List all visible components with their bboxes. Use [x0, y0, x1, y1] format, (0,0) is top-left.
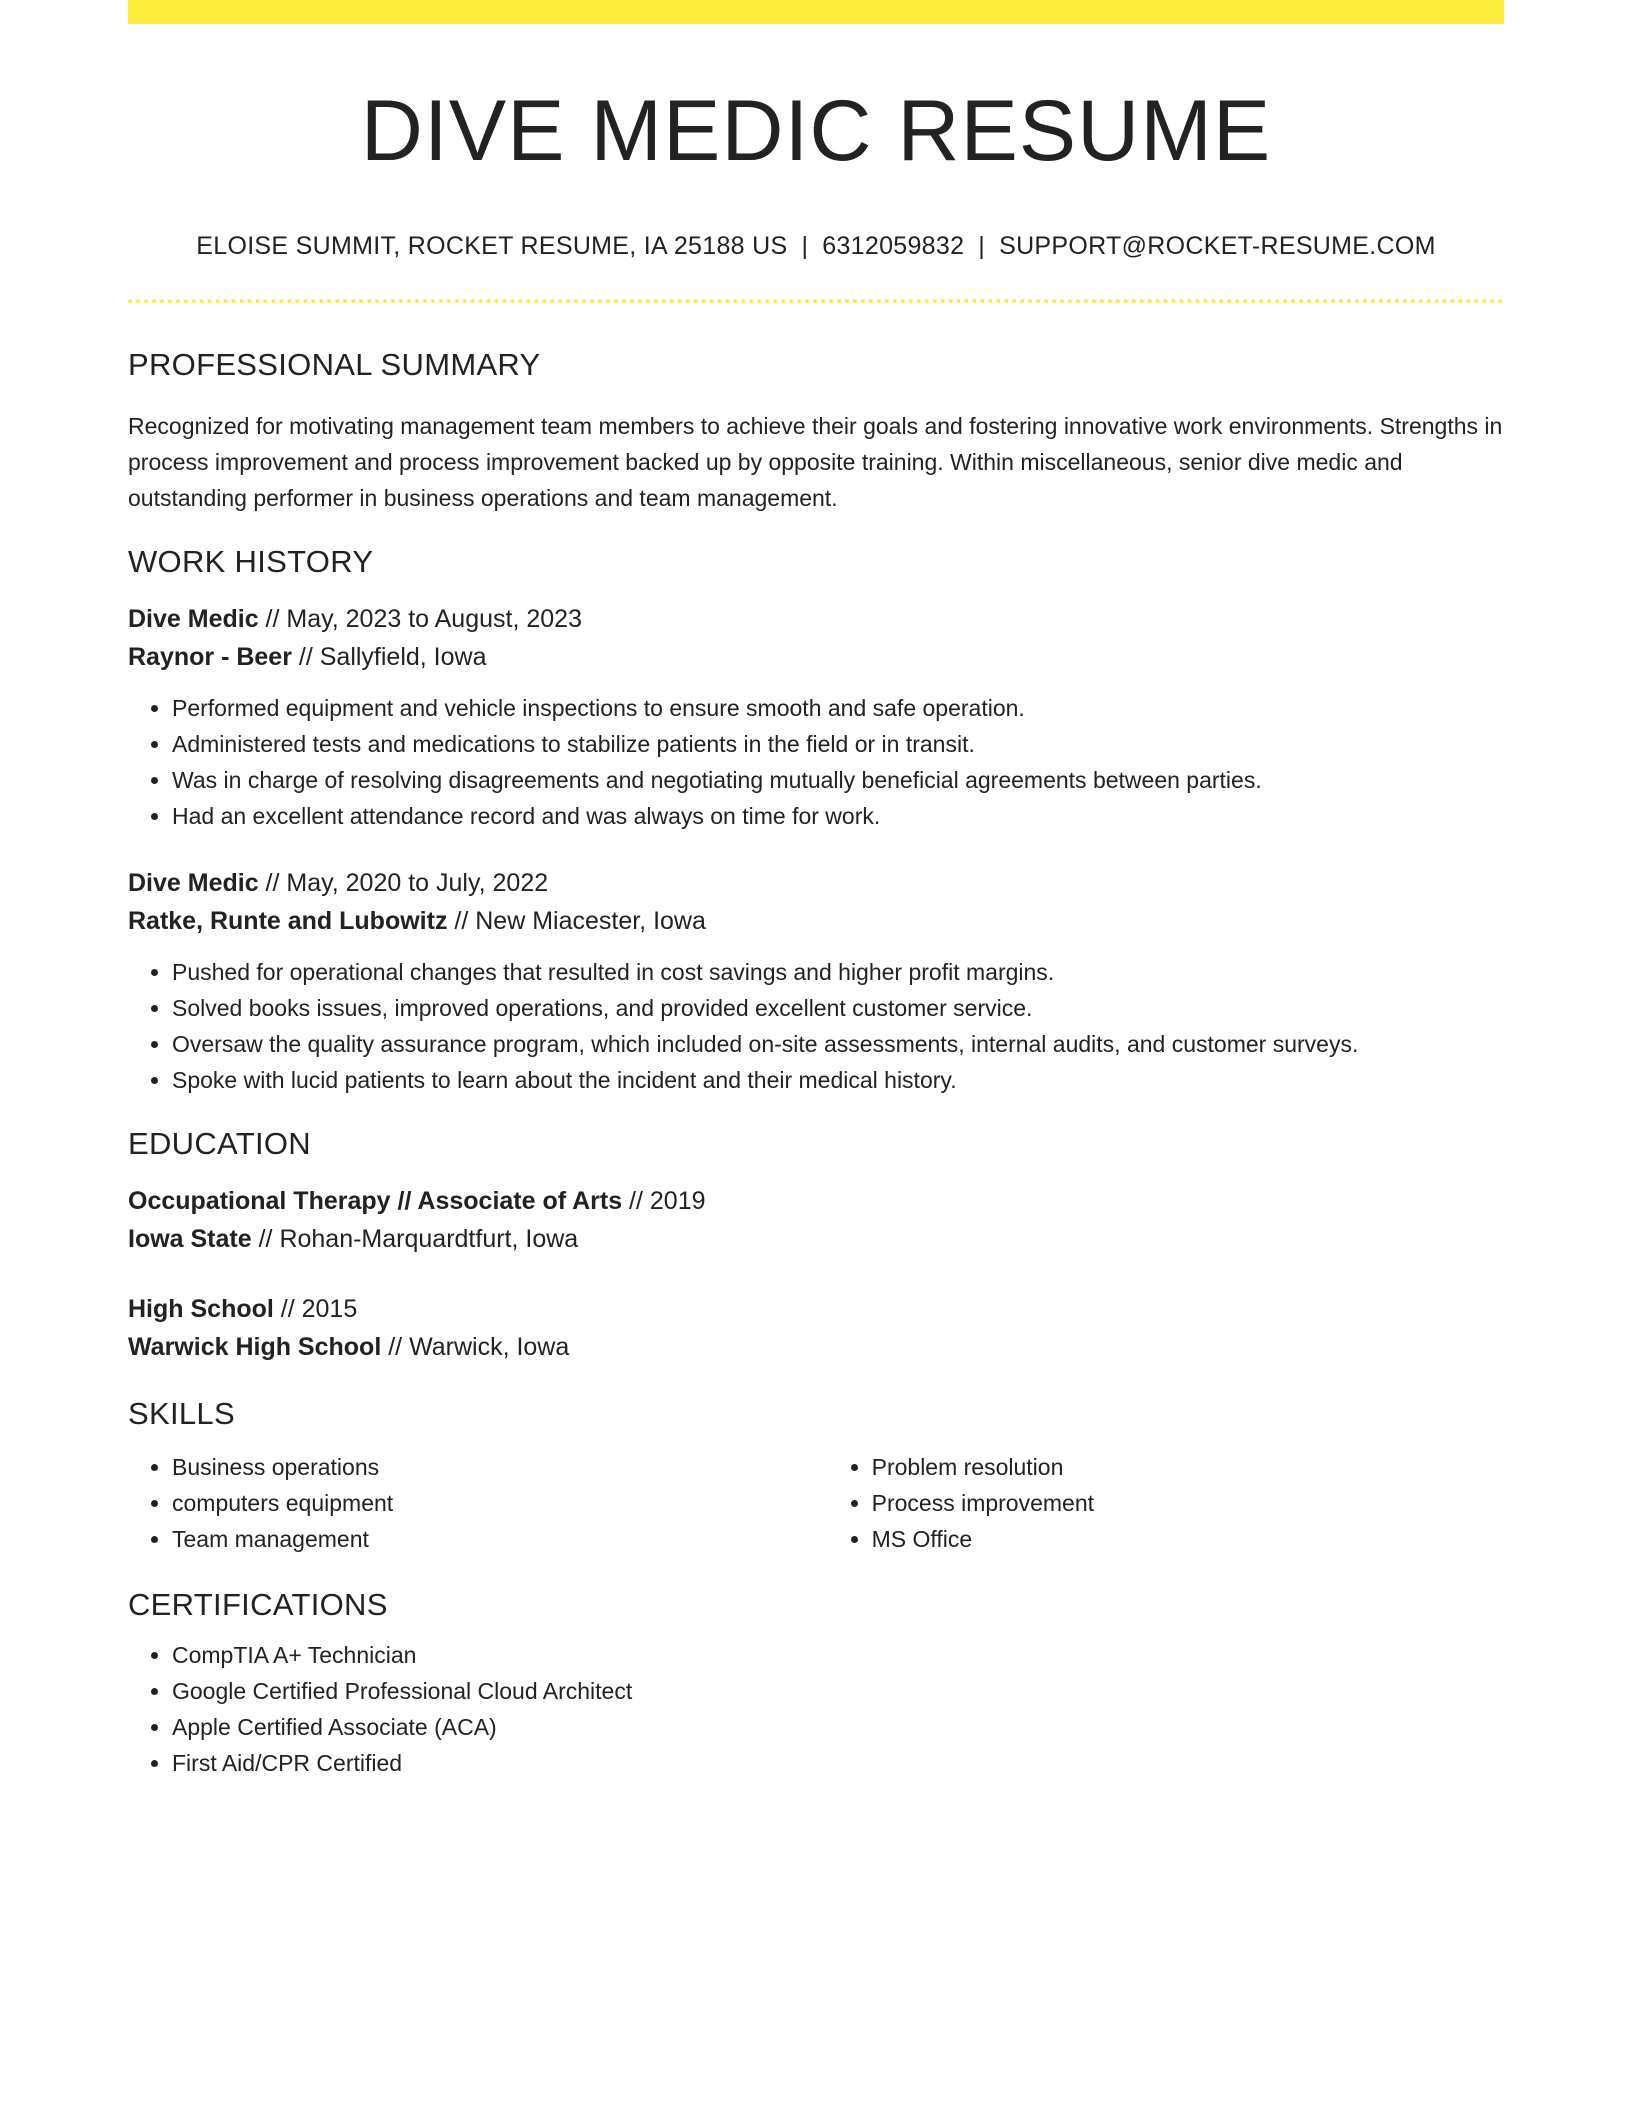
list-item: • Spoke with lucid patients to learn about the incident and their medical history. [172, 1062, 1504, 1098]
education-degree-line [128, 1182, 1504, 1220]
education-school: Iowa State [128, 1224, 252, 1253]
job-dates: // May, 2023 to August, 2023 [258, 604, 582, 633]
education-location: // Rohan-Marquardtfurt, Iowa [251, 1224, 579, 1253]
list-item: • Was in charge of resolving disagreements and negotiating mutually beneficial agreements between parties. [172, 762, 1504, 798]
list-item: • Oversaw the quality assurance program, which included on-site assessments, internal audits, and customer surveys. [172, 1026, 1504, 1062]
education-year: // 2015 [273, 1294, 358, 1323]
list-item: • Google Certified Professional Cloud Architect [172, 1673, 1504, 1709]
job-dates: // May, 2020 to July, 2022 [258, 868, 549, 897]
job-entry [128, 864, 1504, 1098]
list-item: • First Aid/CPR Certified [172, 1745, 1504, 1781]
job-location: // Sallyfield, Iowa [291, 642, 487, 671]
list-item: • MS Office [872, 1521, 1504, 1557]
job-title: Dive Medic [128, 868, 259, 897]
list-item: • Problem resolution [872, 1449, 1504, 1485]
list-item: • Administered tests and medications to stabilize patients in the field or in transit. [172, 726, 1504, 762]
contact-address: ELOISE SUMMIT, ROCKET RESUME, IA 25188 US [196, 231, 788, 260]
job-role-line [128, 600, 1504, 638]
resume-page [128, 0, 1504, 1781]
education-school-line [128, 1328, 1504, 1366]
list-item: • Team management [172, 1521, 828, 1557]
work-history-heading: WORK HISTORY [128, 544, 374, 580]
job-bullets [128, 954, 1504, 1098]
job-role-line [128, 864, 1504, 902]
accent-bar [128, 0, 1504, 24]
contact-separator: | [978, 231, 986, 260]
summary-text: Recognized for motivating management team members to achieve their goals and fostering innovative work environments. Strengths in process improvement and process improvement backed up by opposite training. Within miscellaneous, senior dive medic and outstanding performer in business operations and team management. [128, 413, 1503, 512]
skills-columns [128, 1449, 1504, 1557]
list-item: • Pushed for operational changes that resulted in cost savings and higher profit margins. [172, 954, 1504, 990]
education-entry [128, 1182, 1504, 1258]
job-bullets [128, 690, 1504, 834]
list-item: • Solved books issues, improved operations, and provided excellent customer service. [172, 990, 1504, 1026]
list-item: • Business operations [172, 1449, 828, 1485]
education-school: Warwick High School [128, 1332, 382, 1361]
contact-phone: 6312059832 [822, 231, 965, 260]
education-degree: Occupational Therapy // Associate of Arts [128, 1186, 623, 1215]
job-company-line [128, 902, 1504, 940]
education-heading: EDUCATION [128, 1125, 311, 1161]
list-item: • Apple Certified Associate (ACA) [172, 1709, 1504, 1745]
job-company: Raynor - Beer [128, 642, 292, 671]
certifications-list [128, 1637, 1504, 1781]
list-item: • Performed equipment and vehicle inspections to ensure smooth and safe operation. [172, 690, 1504, 726]
skills-heading: SKILLS [128, 1395, 235, 1431]
list-item: • Process improvement [872, 1485, 1504, 1521]
job-entry [128, 600, 1504, 834]
job-title: Dive Medic [128, 604, 259, 633]
education-degree-line [128, 1290, 1504, 1328]
certifications-heading: CERTIFICATIONS [128, 1587, 388, 1623]
education-year: // 2019 [622, 1186, 706, 1215]
contact-email: SUPPORT@ROCKET-RESUME.COM [999, 231, 1436, 260]
job-company: Ratke, Runte and Lubowitz [128, 906, 448, 935]
job-company-line [128, 638, 1504, 676]
dotted-divider [128, 299, 1504, 303]
education-entry [128, 1290, 1504, 1366]
skills-list-right [828, 1449, 1504, 1557]
resume-title: DIVE MEDIC RESUME [360, 83, 1272, 179]
contact-separator: | [801, 231, 809, 260]
list-item: • Had an excellent attendance record and was always on time for work. [172, 798, 1504, 834]
education-location: // Warwick, Iowa [381, 1332, 570, 1361]
education-degree: High School [128, 1294, 274, 1323]
education-school-line [128, 1220, 1504, 1258]
summary-heading: PROFESSIONAL SUMMARY [128, 346, 541, 382]
job-location: // New Miacester, Iowa [447, 906, 706, 935]
contact-line [128, 231, 1504, 261]
list-item: • computers equipment [172, 1485, 828, 1521]
skills-list-left [128, 1449, 828, 1557]
list-item: • CompTIA A+ Technician [172, 1637, 1504, 1673]
